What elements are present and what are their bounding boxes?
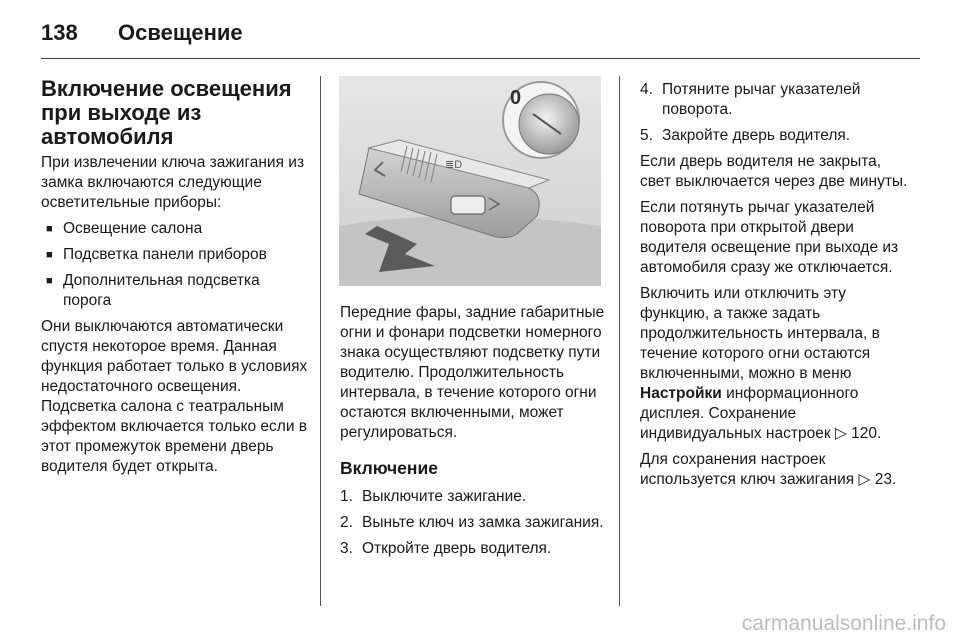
step-number: 5.	[640, 127, 653, 144]
steps-list	[340, 487, 605, 559]
right-column	[640, 80, 908, 496]
door-open-paragraph: Если дверь водителя не закрыта, свет выключается через две минуты.	[640, 153, 908, 190]
list-item	[340, 487, 605, 507]
lighting-list	[41, 219, 309, 311]
key-paragraph	[640, 450, 908, 490]
header-rule	[41, 58, 920, 59]
settings-paragraph	[640, 284, 908, 444]
left-column	[41, 77, 309, 483]
svg-text:≣D: ≣D	[445, 159, 463, 171]
step-number: 2.	[340, 514, 353, 531]
step-text: Выньте ключ из замка зажигания.	[362, 514, 604, 531]
column-divider-left	[320, 76, 321, 606]
step-text: Закройте дверь водителя.	[662, 127, 851, 144]
list-item: ■ Освещение салона	[41, 219, 309, 239]
page-reference-icon: ▷	[834, 425, 847, 442]
page-reference: 23.	[874, 471, 897, 488]
section-heading: Включение освещения при выходе из автомобиля	[41, 76, 292, 149]
watermark: carmanualsonline.info	[741, 612, 946, 635]
list-item	[340, 513, 605, 533]
page-header	[0, 0, 960, 62]
position-zero-label: 0	[510, 87, 522, 109]
chapter-title: Освещение	[118, 20, 243, 45]
lever-illustration	[339, 76, 601, 286]
middle-column	[340, 303, 605, 565]
list-item	[640, 80, 908, 120]
steps-list-continued	[640, 80, 908, 146]
lever-paragraph: Если потянуть рычаг указателей поворота при открытой двери водителя освещение при выходе из автомобиля сразу же отключается.	[640, 199, 899, 276]
list-item: ■ Дополнительная подсветка порога	[41, 271, 309, 311]
key-text: Для сохранения настроек используется ключ зажигания	[640, 451, 855, 488]
step-text: Откройте дверь водителя.	[362, 540, 552, 557]
list-item	[340, 539, 605, 559]
settings-menu-name: Настройки	[640, 385, 722, 402]
list-item	[640, 126, 908, 146]
step-text: Потяните рычаг указателей поворота.	[662, 81, 861, 118]
intro-paragraph: При извлечении ключа зажигания из замка включаются следующие осветительные приборы:	[41, 154, 305, 211]
step-number: 4.	[640, 81, 653, 98]
step-text: Выключите зажигание.	[362, 488, 527, 505]
step-number: 3.	[340, 540, 353, 557]
turn-signal-lever-figure	[339, 76, 601, 286]
settings-text: Включить или отключить эту функцию, а также задать продолжительность интервала, в течение которого огни остаются включенными, можно в меню	[640, 285, 880, 382]
figure-caption: Передние фары, задние габаритные огни и фонари подсветки номерного знака осуществляют подсветку пути водителю. Продолжительность интервала, в течение которого огни остаются включенными, может регулироваться.	[340, 304, 605, 441]
column-divider-right	[619, 76, 620, 606]
page-reference: 120.	[851, 425, 882, 442]
page-number: 138	[41, 20, 78, 45]
body-paragraph: Они выключаются автоматически спустя некоторое время. Данная функция работает только в условиях недостаточного освещения. Подсветка салона с театральным эффектом включается только если в этот промежуток времени дверь водителя будет открыта.	[41, 318, 308, 475]
step-number: 1.	[340, 488, 353, 505]
list-item: ■ Подсветка панели приборов	[41, 245, 309, 265]
settings-text-continued: информационного дисплея. Сохранение индивидуальных настроек	[640, 385, 859, 442]
subsection-heading: Включение	[340, 458, 438, 478]
page-reference-icon: ▷	[858, 471, 871, 488]
